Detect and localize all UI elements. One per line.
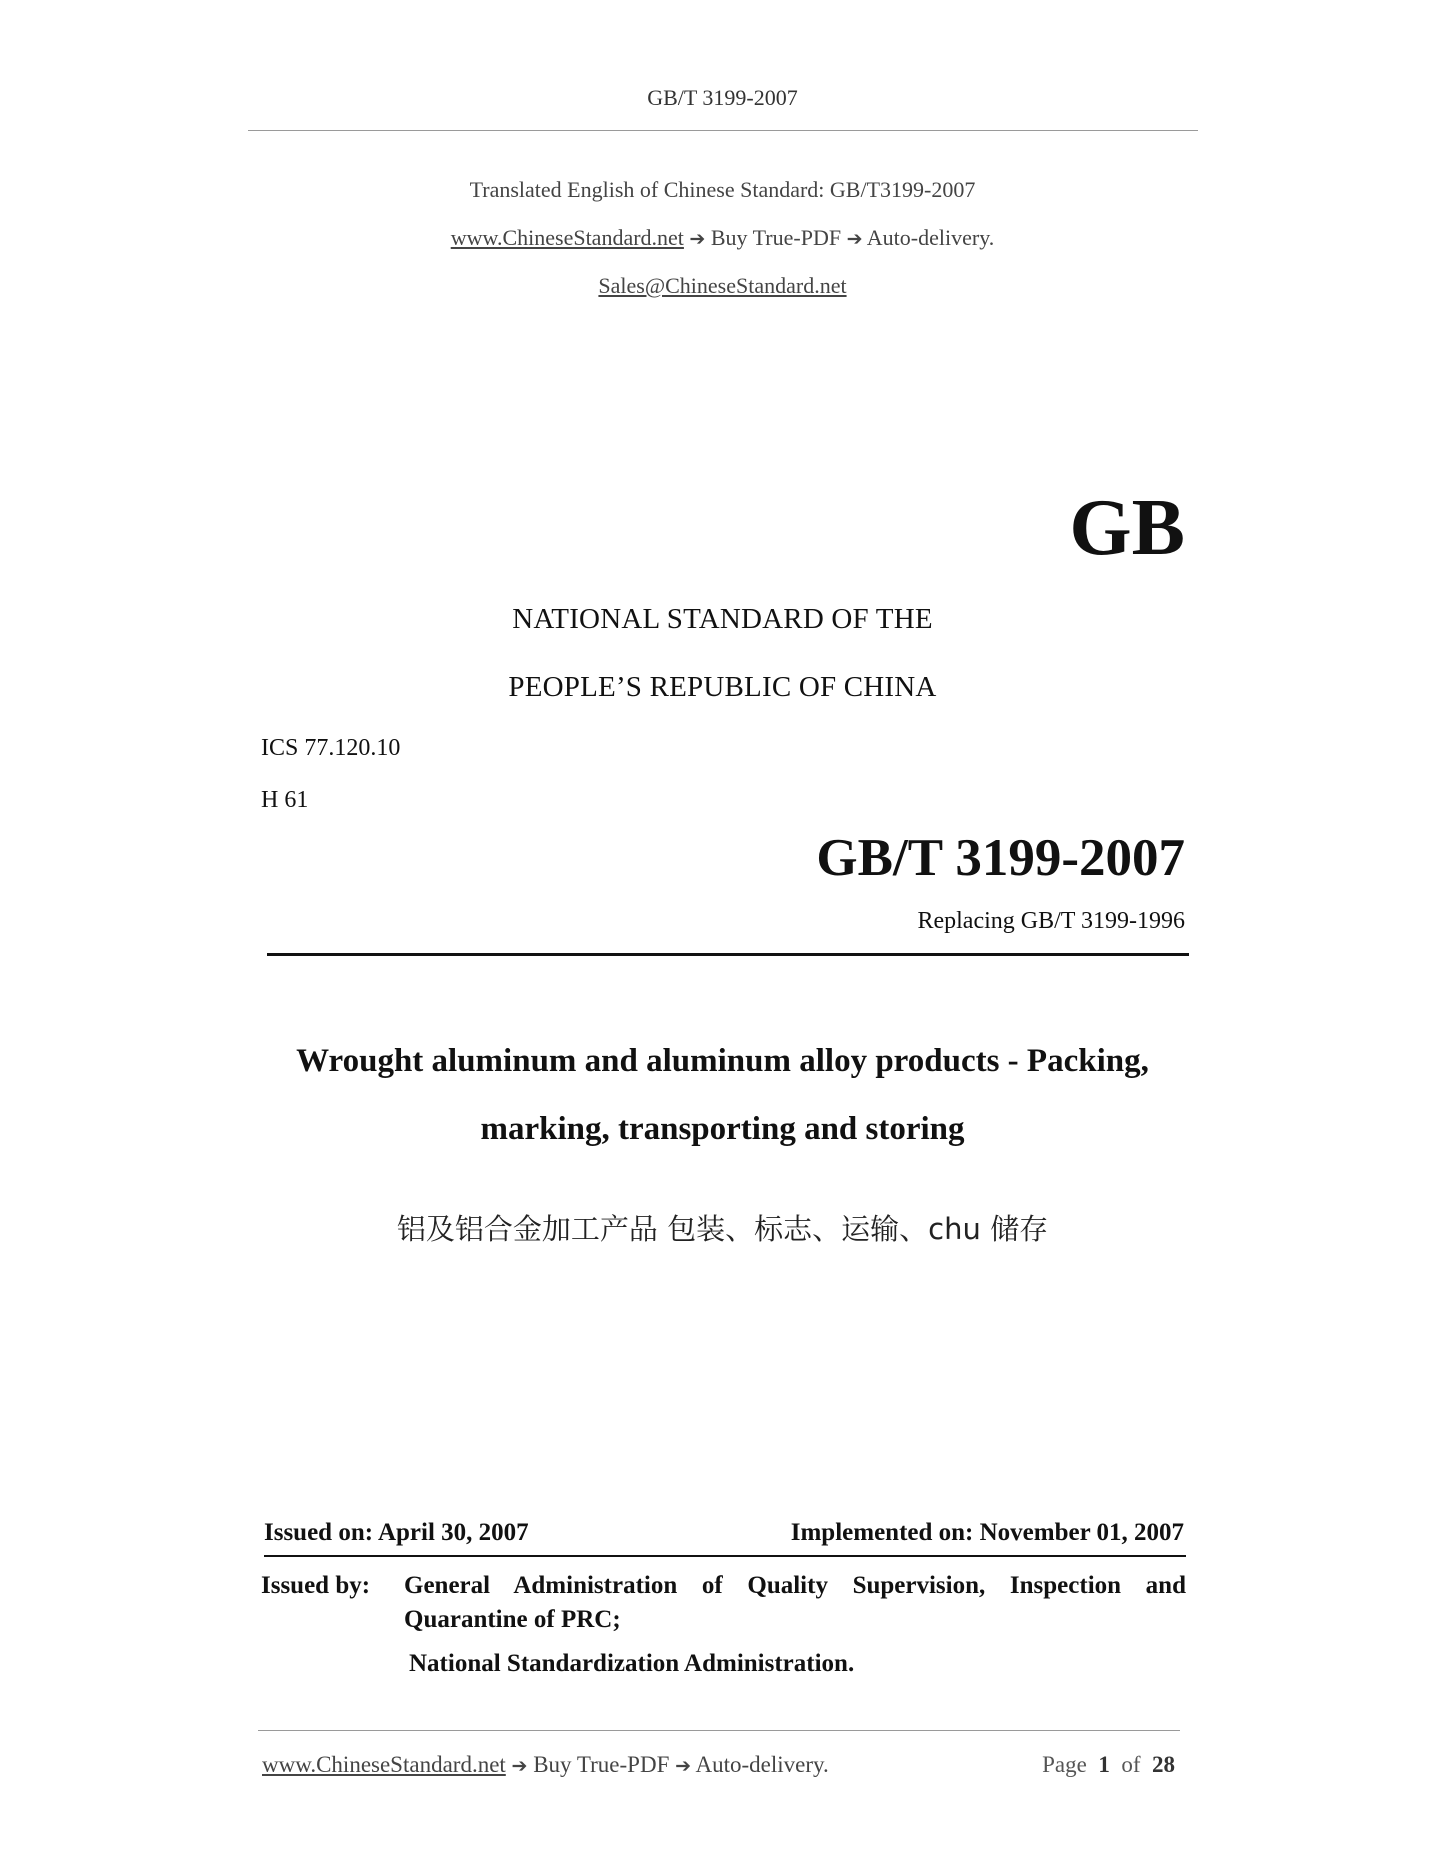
arrow-right-icon: ➔ — [846, 228, 863, 250]
notice-email-line — [0, 273, 1445, 299]
replacing-standard: Replacing GB/T 3199-1996 — [917, 908, 1185, 934]
arrow-right-icon: ➔ — [675, 1755, 692, 1777]
of-label: of — [1121, 1752, 1141, 1777]
issuing-authority-line3: National Standardization Administration. — [409, 1650, 855, 1677]
translation-notice: Translated English of Chinese Standard: GB/T3199-2007 — [469, 177, 976, 202]
arrow-right-icon: ➔ — [511, 1755, 528, 1777]
notice-links-line — [0, 225, 1445, 251]
site-link[interactable]: www.ChineseStandard.net — [450, 225, 684, 250]
english-title-line1: Wrought aluminum and aluminum alloy products - Packing, — [296, 1043, 1149, 1079]
issuing-authority-line1: General Administration of Quality Supervision, Inspection and — [404, 1572, 1186, 1599]
national-standard-line1: NATIONAL STANDARD OF THE — [512, 603, 933, 635]
implemented-on-date: Implemented on: November 01, 2007 — [790, 1519, 1184, 1546]
auto-delivery-text: Auto-delivery. — [866, 225, 995, 250]
arrow-right-icon: ➔ — [689, 228, 706, 250]
national-standard-line2: PEOPLE’S REPUBLIC OF CHINA — [508, 671, 937, 703]
english-title-line2: marking, transporting and storing — [480, 1111, 965, 1147]
page-number: 1 — [1098, 1752, 1110, 1777]
footer-buy-true-pdf-text: Buy True-PDF — [533, 1752, 670, 1777]
title-divider — [267, 953, 1189, 956]
issuing-authority-line2: Quarantine of PRC; — [404, 1606, 621, 1633]
standard-number: GB/T 3199-2007 — [816, 829, 1185, 887]
page-indicator — [1042, 1752, 1175, 1778]
footer-auto-delivery-text: Auto-delivery. — [695, 1752, 829, 1777]
page-label: Page — [1042, 1752, 1087, 1777]
sales-email-link[interactable]: Sales@ChineseStandard.net — [598, 273, 847, 298]
footer-divider — [258, 1730, 1180, 1731]
issued-by-label: Issued by: — [261, 1572, 371, 1599]
buy-true-pdf-text: Buy True-PDF — [710, 225, 842, 250]
ccs-code: H 61 — [261, 787, 309, 813]
page-total: 28 — [1152, 1752, 1175, 1777]
footer-site-link[interactable]: www.ChineseStandard.net — [262, 1752, 506, 1777]
footer-links-line — [262, 1752, 829, 1778]
ics-code: ICS 77.120.10 — [261, 735, 401, 761]
running-header: GB/T 3199-2007 — [647, 85, 798, 110]
header-divider — [248, 130, 1198, 131]
issued-on-date: Issued on: April 30, 2007 — [264, 1519, 529, 1546]
chinese-title: 铝及铝合金加工产品 包装、标志、运输、chu 储存 — [396, 1212, 1049, 1246]
issue-divider — [264, 1555, 1186, 1557]
gb-mark: GB — [1069, 484, 1185, 572]
